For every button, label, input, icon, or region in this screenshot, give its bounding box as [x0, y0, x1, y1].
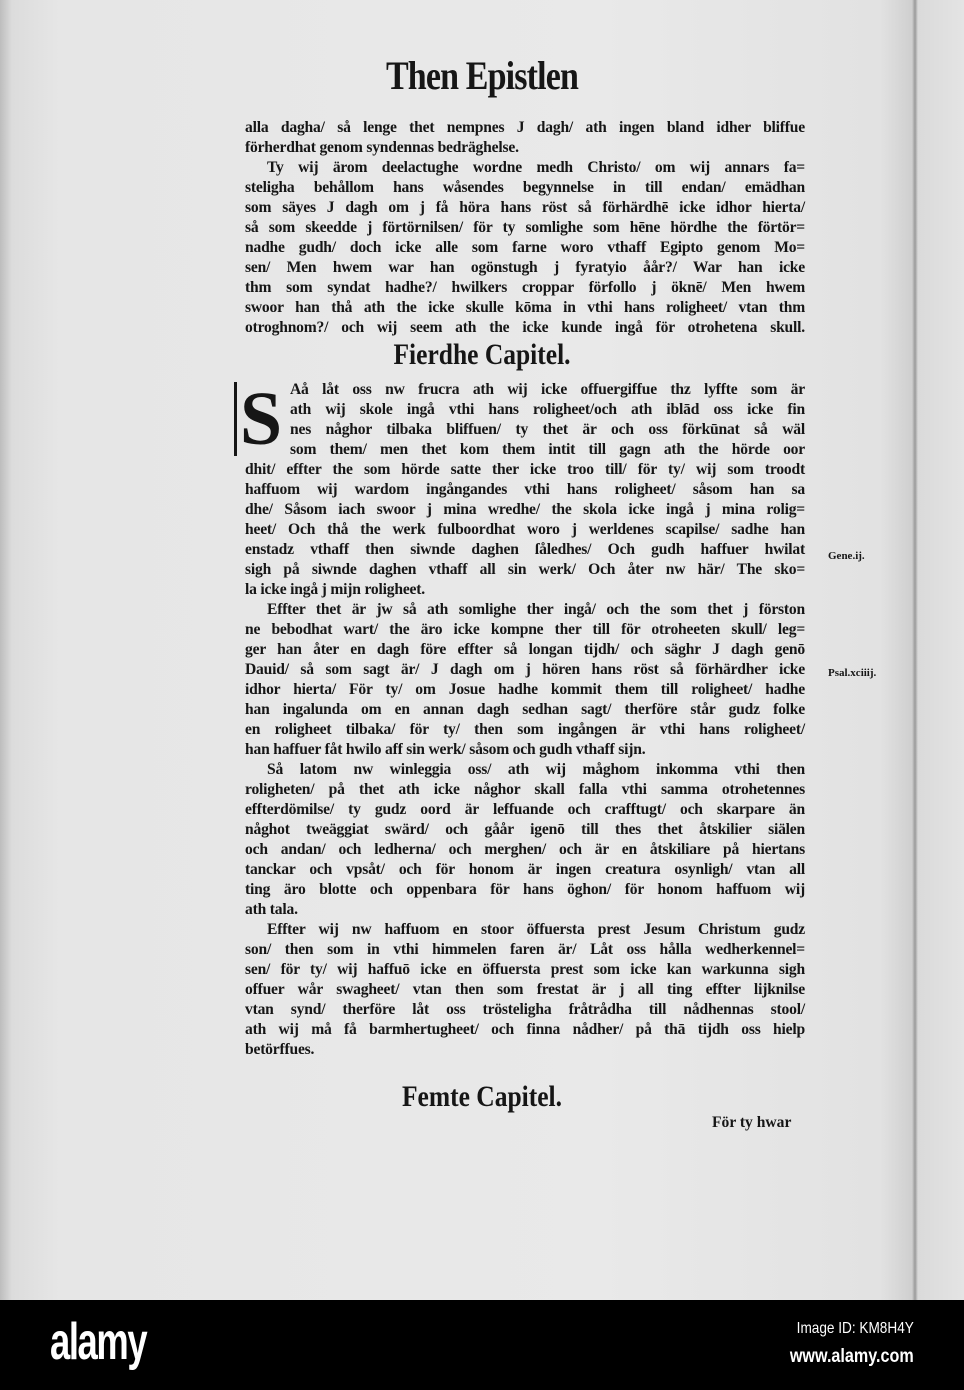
- text-line: alla dagha/ så lenge thet nempnes J dagh/ ath ingen bland idher bliffue: [245, 119, 805, 136]
- text-line: sigh på siwnde daghen vthaff all sin werk/ Och åter nw här/ The sko=: [245, 561, 805, 578]
- text-line: han ingalunda om en annan dagh sedhan sagt/ therföre står gudz folke: [245, 701, 805, 718]
- text-line: haffuom wij wardom ingångandes vthi hans roligheet/ såsom han sa: [245, 481, 805, 498]
- chapter-heading-4: Fierdhe Capitel.: [393, 338, 571, 371]
- text-line: dhe/ Såsom iach swoor j mina wredhe/ the skola icke ingå j mina rolig=: [245, 501, 805, 518]
- text-line: Aå låt oss nw frucra ath wij icke offuergiffue thz lyffte som är: [290, 381, 805, 398]
- text-line: la icke ingå j mijn roligheet.: [245, 581, 425, 598]
- drop-cap-initial: S: [234, 382, 285, 456]
- text-line: förherdhat genom syndennas bedräghelse.: [245, 139, 519, 156]
- text-line: tanckar och vpsåt/ och för honom är ingen creatura osynligh/ vtan all: [245, 861, 805, 878]
- text-line: Så latom nw winleggia oss/ ath wij måghom inkomma vthi then: [267, 761, 805, 778]
- text-line: sen/ för ty/ wij haffuō icke en öffuersta prest som icke kan warkunna sigh: [245, 961, 805, 978]
- margin-note-psal: Psal.xciiij.: [828, 667, 877, 679]
- text-line: thm som syndat hadhe?/ hwilkers croppar förfollo j öknē/ Men hwem: [245, 279, 805, 296]
- text-line: son/ then som in vthi himmelen faren är/ Låt oss hålla wedherkennel=: [245, 941, 805, 958]
- catchword: För ty hwar: [712, 1114, 792, 1131]
- alamy-logo: alamy: [50, 1313, 147, 1371]
- text-line: Dauid/ så som sagt är/ J dagh om j hören hans röst så förhärdher icke: [245, 661, 805, 678]
- text-line: Ty wij ärom deelactughe wordne medh Christo/ om wij annars fa=: [267, 159, 805, 176]
- text-line: ting äro blotte och oppenbara för hans öghon/ för honom haffuom wij: [245, 881, 805, 898]
- text-line: idhor hierta/ För ty/ om Josue hadhe kommit them till roligheet/ hadhe: [245, 681, 805, 698]
- text-line: som säyes J dagh om j få höra hans röst så förhärdhē icke idhor hierta/: [245, 199, 805, 216]
- text-line: offuer wår swagheet/ vtan then som frestat är j all ting effter lijknilse: [245, 981, 805, 998]
- text-block-chapter-4: [245, 380, 805, 1060]
- text-line: ger han åter en dagh före effter så longan tijdh/ och säghr J dagh genō: [245, 641, 805, 658]
- text-line: nes någhor tilbaka bliffuen/ ty thet är och oss förkūnat så wäl: [290, 421, 805, 438]
- text-line: han haffuer fåt hwilo aff sin werk/ såsom och gudh vthaff sijn.: [245, 741, 646, 758]
- text-line: ath tala.: [245, 901, 298, 918]
- text-line: och andan/ och ledherna/ och merghen/ och är en åtskiliare på hiertans: [245, 841, 805, 858]
- text-line: sen/ Men hwem war han ogönstugh j fyratyio åår?/ War han icke: [245, 259, 805, 276]
- margin-note-gene: Gene.ij.: [828, 550, 865, 562]
- text-line: steligha behållom hans wåsendes begynnelse in till endan/ emädhan: [245, 179, 805, 196]
- image-id: Image ID: KM8H4Y: [796, 1320, 914, 1337]
- text-line: dhit/ effter the som hörde satte ther icke troo till/ för ty/ wij som troodt: [245, 461, 805, 478]
- running-title: Then Epistlen: [385, 53, 579, 98]
- chapter-heading-5: Femte Capitel.: [401, 1080, 563, 1113]
- text-line: heet/ Och thå the werk fulboordhat woro j werldenes scapilse/ sadhe han: [245, 521, 805, 538]
- text-line: ne bebodhat wart/ the äro icke kompne ther till för otroheeten skull/ leg=: [245, 621, 805, 638]
- text-line: effterdömilse/ ty gudz oord är leffuande och crafftugt/ och skarpare än: [245, 801, 805, 818]
- text-line: roligheten/ på thet ath icke någhor skall falla vthi samma otrohetennes: [245, 781, 805, 798]
- text-line: swoor han thå ath the icke skulle kōma in vthi hans roligheet/ vtan thm: [245, 299, 805, 316]
- text-line: Effter wij nw haffuom en stoor öffuersta prest Jesum Christum gudz: [267, 921, 805, 938]
- text-line: ath wij skole ingå vthi hans roligheet/och ath iblād oss icke fin: [290, 401, 805, 418]
- text-line: så som skeedde j förtörnilsen/ för ty somlighe som hēne hördhe the förtör=: [245, 219, 805, 236]
- text-line: nadhe gudh/ doch icke alle som farne woro vthaff Egipto genom Mo=: [245, 239, 805, 256]
- text-line: otroghnom?/ och wij seem ath the icke kunde ingå för otrohetena skull.: [245, 319, 805, 336]
- text-line: som them/ men thet kom them intit till gagn ath the hörde oor: [290, 441, 805, 458]
- text-line: ath wij må få barmhertugheet/ och finna nådher/ på thā tijdh oss hielp: [245, 1021, 805, 1038]
- text-line: vtan synd/ therföre låt oss tröstelighа fråtrådha till nådhennas stool/: [245, 1001, 805, 1018]
- text-line: en roligheet tilbaka/ för ty/ then som ingången är vthi hans roligheet/: [245, 721, 805, 738]
- site-url: www.alamy.com: [790, 1346, 914, 1367]
- text-line: betörffues.: [245, 1041, 315, 1058]
- text-block-intro: [245, 118, 805, 338]
- text-line: enstadz vthaff then siwnde daghen ſåledhes/ Och gudh haffuer hwilat: [245, 541, 805, 558]
- watermark-banner: [0, 1300, 964, 1390]
- text-line: Effter thet är jw så ath somlighe ther ingå/ och the som thet j förston: [267, 601, 805, 618]
- text-line: någhot tweäggiat swärd/ och gåår igenō till thes thet åtskilier siälen: [245, 821, 805, 838]
